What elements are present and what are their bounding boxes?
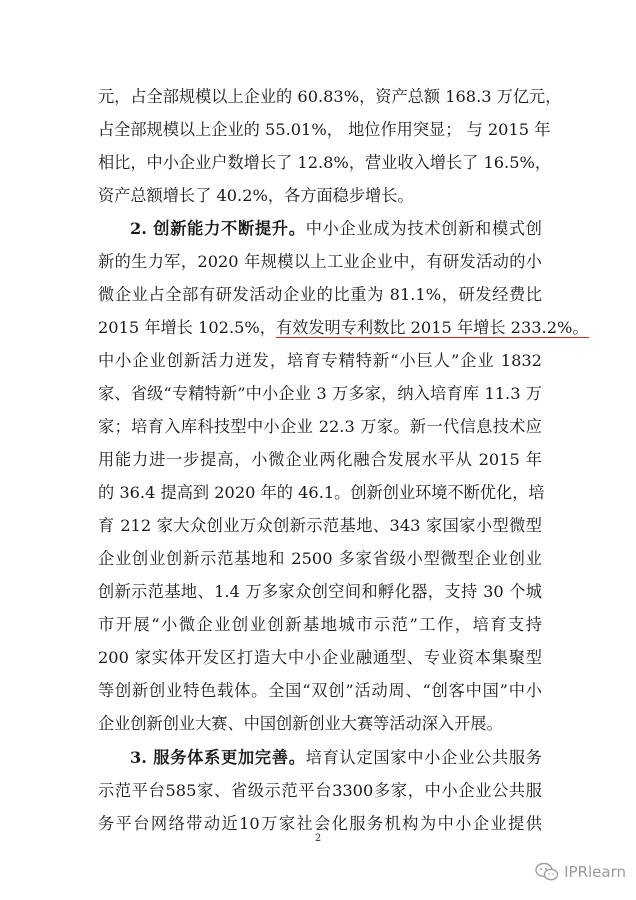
text-line: 家、省级“专精特新”中小企业 3 万多家，纳入培育库 11.3 万 — [98, 384, 542, 403]
underlined-line — [98, 318, 589, 338]
text-line: 元，占全部规模以上企业的 60.83%，资产总额 168.3 万亿元， — [98, 87, 562, 106]
section-2-first-line — [130, 219, 542, 239]
section-3-heading: 3. 服务体系更加完善。 — [130, 748, 306, 767]
text-line: 新的生力军，2020 年规模以上工业企业中，有研发活动的小 — [98, 252, 542, 271]
watermark-text: IPRlearn — [564, 863, 626, 881]
text-line: 相比，中小企业户数增长了 12.8%，营业收入增长了 16.5%， — [98, 153, 552, 172]
wechat-icon — [535, 862, 559, 882]
section-3-first-line — [130, 748, 542, 768]
text-line: 育 212 家大众创业万众创新示范基地、343 家国家小型微型 — [98, 516, 542, 535]
text-line: 用能力进一步提高，小微企业两化融合发展水平从 2015 年 — [98, 450, 542, 469]
text-line: 创新示范基地、1.4 万多家众创空间和孵化器，支持 30 个城 — [98, 582, 542, 601]
text-line: 家；培育入库科技型中小企业 22.3 万家。新一代信息技术应 — [98, 417, 542, 436]
text-line: 务平台网络带动近10万家社会化服务机构为中小企业提供 — [98, 814, 542, 833]
text-line: 等创新创业特色载体。全国“双创”活动周、“创客中国”中小 — [98, 681, 542, 700]
text-line: 企业创业创新示范基地和 2500 多家省级小型微型企业创业 — [98, 549, 542, 568]
text-line: 的 36.4 提高到 2020 年的 46.1。创新创业环境不断优化，培 — [98, 483, 545, 502]
text-line: 中小企业创新活力迸发，培育专精特新“小巨人”企业 1832 — [98, 351, 542, 370]
text-segment: 2015 年增长 102.5%， — [98, 318, 276, 337]
red-underlined-text: 有效发明专利数比 2015 年增长 233.2%。 — [275, 318, 589, 337]
section-2-lead-text: 中小企业成为技术创新和模式创 — [305, 219, 542, 238]
text-line: 占全部规模以上企业的 55.01%， 地位作用突显； 与 2015 年 — [98, 120, 551, 139]
text-line: 示范平台585家、省级示范平台3300多家，中小企业公共服 — [98, 781, 542, 800]
watermark — [535, 862, 626, 882]
text-line: 200 家实体开发区打造大中小企业融通型、专业资本集聚型 — [98, 648, 542, 667]
page-number: 2 — [314, 833, 322, 844]
text-line: 市开展“小微企业创业创新基地城市示范”工作，培育支持 — [98, 615, 542, 634]
text-line: 企业创新创业大赛、中国创新创业大赛等活动深入开展。 — [98, 714, 503, 733]
section-2-heading: 2. 创新能力不断提升。 — [130, 219, 306, 238]
text-line: 资产总额增长了 40.2%，各方面稳步增长。 — [98, 186, 414, 205]
section-3-lead-text: 培育认定国家中小企业公共服务 — [305, 748, 542, 767]
text-line: 微企业占全部有研发活动企业的比重为 81.1%，研发经费比 — [98, 285, 542, 304]
